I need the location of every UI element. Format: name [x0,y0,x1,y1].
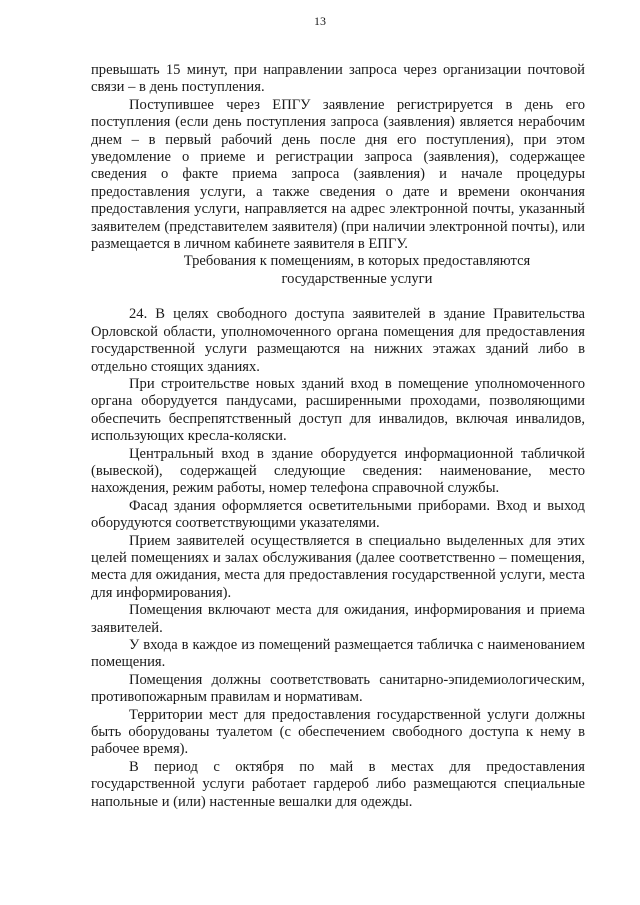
paragraph-item-24: 24. В целях свободного доступа заявителей в здание Правительства Орловской области, уполномоченного органа помещения для предоставления государственной услуги размещаются на нижних этажах зданий либо в отдельно стоящих зданиях. [91,306,585,375]
paragraph-toilet: Территории мест для предоставления государственной услуги должны быть оборудованы туалетом (с обеспечением свободного доступа к нему в рабочее время). [91,706,585,758]
section-heading-line-2: государственные услуги [281,270,433,287]
paragraph-entrance-sign: У входа в каждое из помещений размещается табличка с наименованием помещения. [91,637,585,671]
page-number: 13 [314,14,326,28]
paragraph-facade: Фасад здания оформляется осветительными приборами. Вход и выход оборудуются соответствующими указателями. [91,497,585,532]
paragraph-epgu-registration: Поступившее через ЕПГУ заявление регистрируется в день его поступления (если день поступления запроса (заявления) является нерабочим днем – в первый рабочий день после дня его поступления), при этом уведомление о приеме и регистрации запроса (заявления), содержащее сведения о факте приема запроса (заявления) и начале процедуры предоставления услуги, а также сведения о дате и времени окончания предоставления услуги, направляется на адрес электронной почты, указанный заявителем (представителем заявителя) (при наличии электронной почты), или размещается в личном кабинете заявителя в ЕПГУ. [91,96,585,253]
paragraph-cloakroom: В период с октября по май в местах для предоставления государственной услуги работает гардероб либо размещаются специальные напольные и (или) настенные вешалки для одежды. [91,758,585,810]
paragraph-continuation: превышать 15 минут, при направлении запроса через организации почтовой связи – в день поступления. [91,62,585,96]
document-body [91,62,585,811]
paragraph-premises-include: Помещения включают места для ожидания, информирования и приема заявителей. [91,602,585,636]
paragraph-central-entrance: Центральный вход в здание оборудуется информационной табличкой (вывеской), содержащей следующие сведения: наименование, место нахождения, режим работы, номер телефона справочной службы. [91,445,585,497]
paragraph-reception: Прием заявителей осуществляется в специально выделенных для этих целей помещениях и залах обслуживания (далее соответственно – помещения, места для ожидания, места для предоставления государственной услуги, места для информирования). [91,532,585,601]
section-heading-line-1: Требования к помещениям, в которых предоставляются [183,253,531,270]
section-heading [91,253,585,288]
paragraph-sanitary: Помещения должны соответствовать санитарно-эпидемиологическим, противопожарным правилам и нормативам. [91,671,585,706]
paragraph-new-buildings: При строительстве новых зданий вход в помещение уполномоченного органа оборудуется пандусами, расширенными проходами, позволяющими обеспечить беспрепятственный доступ для инвалидов, включая инвалидов, использующих кресла-коляски. [91,375,585,445]
